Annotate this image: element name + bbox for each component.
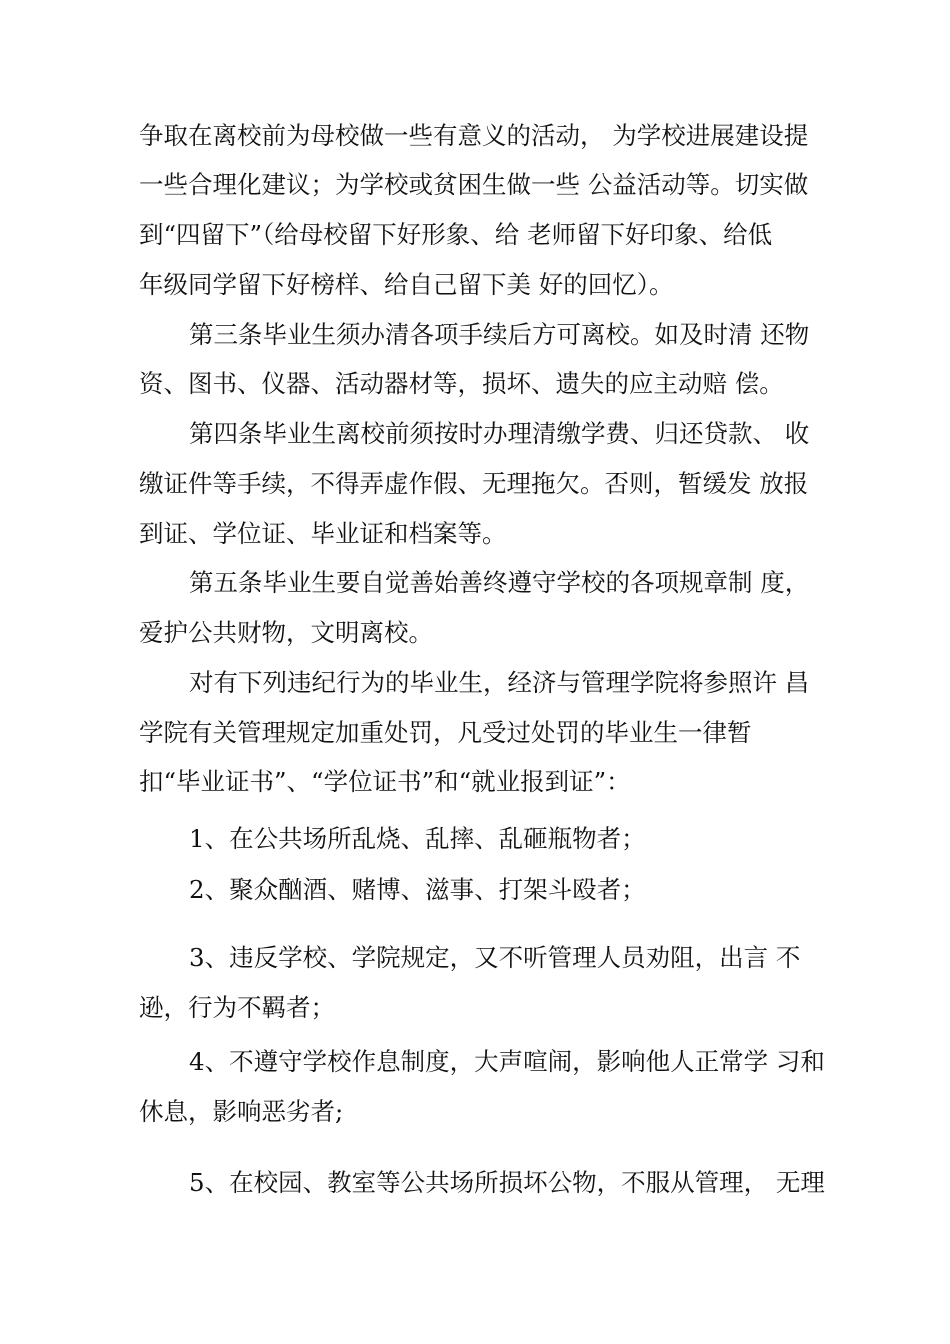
text-line: 休息，影响恶劣者; <box>139 1097 344 1126</box>
text-line: 爱护公共财物，文明离校。 <box>139 618 433 647</box>
text-line: 资、图书、仪器、活动器材等，损坏、遗失的应主动赔 偿。 <box>139 369 784 398</box>
article-4-heading-line: 第四条毕业生离校前须按时办理清缴学费、归还贷款、 收 <box>189 419 810 448</box>
text-line: 到“四留下”（给母校留下好形象、给 老师留下好印象、给低 <box>139 220 773 249</box>
list-item-5: 5、在校园、教室等公共场所损坏公物，不服从管理， 无理 <box>189 1168 825 1197</box>
text-line: 扣“毕业证书”、“学位证书”和“就业报到证”： <box>139 767 631 796</box>
text-line: 争取在离校前为母校做一些有意义的活动， 为学校进展建设提 <box>139 121 809 150</box>
violation-intro-line: 对有下列违纪行为的毕业生，经济与管理学院将参照许 昌 <box>189 668 810 697</box>
text-line: 缴证件等手续，不得弄虚作假、无理拖欠。否则，暂缓发 放报 <box>139 469 809 498</box>
list-item-4: 4、不遵守学校作息制度，大声喧闹，影响他人正常学 习和 <box>189 1047 825 1076</box>
list-item-2: 2、聚众酗酒、赌博、滋事、打架斗殴者； <box>189 875 646 904</box>
text-line: 到证、学位证、毕业证和档案等。 <box>139 519 507 548</box>
text-line: 一些合理化建议；为学校或贫困生做一些 公益活动等。切实做 <box>139 170 809 199</box>
text-line: 年级同学留下好榜样、给自己留下美 好的回忆）。 <box>139 270 674 299</box>
article-5-heading-line: 第五条毕业生要自觉善始善终遵守学校的各项规章制 度， <box>189 568 810 597</box>
list-item-3: 3、违反学校、学院规定，又不听管理人员劝阻，出言 不 <box>189 943 801 972</box>
list-item-1: 1、在公共场所乱烧、乱摔、乱砸瓶物者； <box>189 824 646 853</box>
article-3-heading-line: 第三条毕业生须办清各项手续后方可离校。如及时清 还物 <box>189 320 810 349</box>
text-line: 学院有关管理规定加重处罚，凡受过处罚的毕业生一律暂 <box>139 718 752 747</box>
text-line: 逊，行为不羁者； <box>139 993 335 1022</box>
